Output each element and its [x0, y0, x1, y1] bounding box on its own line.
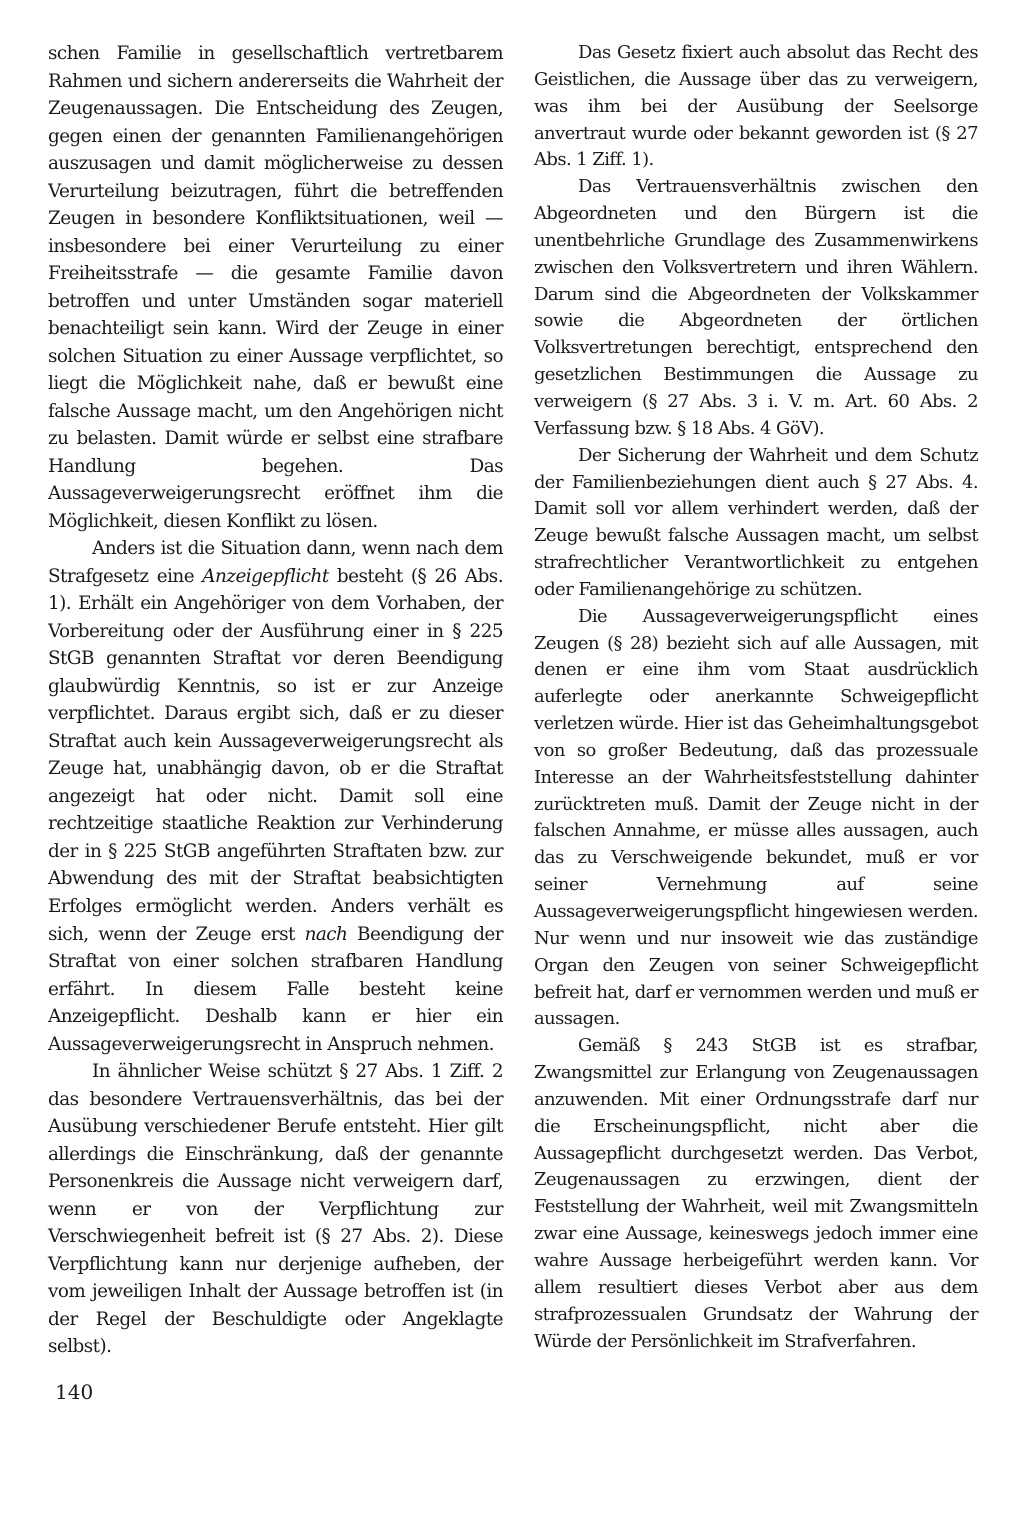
left-column — [48, 40, 503, 1361]
page-number: 140 — [55, 1380, 94, 1404]
left-paragraph-2 — [48, 535, 503, 1058]
emphasis-nach: nach — [304, 923, 348, 945]
right-paragraph-5: Gemäß § 243 StGB ist es strafbar, Zwangsmittel zur Erlangung von Zeugenaussagen anzuwenden. Mit einer Ordnungsstrafe darf nur die Erscheinungspflicht, nicht aber die Aussagepflicht durchgesetzt werden. Das Verbot, Zeugenaussagen zu erzwingen, dient der Feststellung der Wahrheit, weil mit Zwangsmitteln zwar eine Aussage, keineswegs jedoch immer eine wahre Aussage herbeigeführt werden kann. Vor allem resultiert dieses Verbot aber aus dem strafprozessualen Grundsatz der Wahrung der Würde der Persönlichkeit im Strafverfahren. — [534, 1035, 978, 1352]
left-paragraph-2-text-c: Beendigung der Straftat von einer solchen strafbaren Handlung erfährt. In diesem Falle besteht keine Anzeigepflicht. Deshalb kann er hier ein Aussageverweigerungsrecht in Anspruch nehmen. — [48, 923, 504, 1055]
left-paragraph-2-text-a: Anders ist die Situation dann, wenn nach dem Strafgesetz eine — [48, 538, 503, 587]
emphasis-anzeigepflicht: Anzeigepflicht — [202, 565, 329, 587]
right-paragraph-1: Das Gesetz fixiert auch absolut das Recht des Geistlichen, die Aussage über das zu verweigern, was ihm bei der Ausübung der Seelsorge anvertraut wurde oder bekannt geworden ist (§ 27 Abs. 1 Ziff. 1). — [534, 42, 978, 171]
right-column — [534, 40, 978, 1355]
left-paragraph-3: In ähnlicher Weise schützt § 27 Abs. 1 Ziff. 2 das besondere Vertrauensverhältnis, das bei der Ausübung verschiedener Berufe entsteht. Hier gilt allerdings die Einschränkung, daß der genannte Personenkreis die Aussage nicht verweigern darf, wenn er von der Verpflichtung zur Verschwiegenheit befreit ist (§ 27 Abs. 2). Diese Verpflichtung kann nur derjenige aufheben, der vom jeweiligen Inhalt der Aussage betroffen ist (in der Regel der Beschuldigte oder Angeklagte selbst). — [48, 1061, 503, 1358]
right-paragraph-4: Die Aussageverweigerungspflicht eines Zeugen (§ 28) bezieht sich auf alle Aussagen, mit denen er eine ihm vom Staat ausdrücklich auferlegte oder anerkannte Schweigepflicht verletzen würde. Hier ist das Geheimhaltungsgebot von so großer Bedeutung, daß das prozessuale Interesse an der Wahrheitsfeststellung dahinter zurücktreten muß. Damit der Zeuge nicht in der falschen Annahme, er müsse alles aussagen, auch das zu Verschweigende bekundet, muß er vor seiner Vernehmung auf seine Aussageverweigerungspflicht hingewiesen werden. Nur wenn und nur insoweit wie das zuständige Organ den Zeugen von seiner Schweigepflicht befreit hat, darf er vernommen werden und muß er aussagen. — [534, 605, 978, 1030]
left-paragraph-2-text-b: besteht (§ 26 Abs. 1). Erhält ein Angehöriger von dem Vorhaben, der Vorbereitung oder der Ausführung einer in § 225 StGB genannten Straftat vor deren Beendigung glaubwürdig Kenntnis, so ist er zur Anzeige verpflichtet. Daraus ergibt sich, daß er zu dieser Straftat auch kein Aussageverweigerungsrecht als Zeuge hat, unabhängig davon, ob er die Straftat angezeigt hat oder nicht. Damit soll eine rechtzeitige staatliche Reaktion zur Verhinderung der in § 225 StGB angeführten Straftaten bzw. zur Abwendung des mit der Straftat beabsichtigten Erfolges ermöglicht werden. Anders verhält es sich, wenn der Zeuge erst — [48, 565, 503, 945]
left-paragraph-1: schen Familie in gesellschaftlich vertretbarem Rahmen und sichern andererseits die Wahrheit der Zeugenaussagen. Die Entscheidung des Zeugen, gegen einen der genannten Familienangehörigen auszusagen und damit möglicherweise zu dessen Verurteilung beizutragen, führt die betreffenden Zeugen in besondere Konfliktsituationen, weil — insbesondere bei einer Verurteilung zu einer Freiheitsstrafe — die gesamte Familie davon betroffen und unter Umständen sogar materiell benachteiligt sein kann. Wird der Zeuge in einer solchen Situation zu einer Aussage verpflichtet, so liegt die Möglichkeit nahe, daß er bewußt eine falsche Aussage macht, um den Angehörigen nicht zu belasten. Damit würde er selbst eine strafbare Handlung begehen. Das Aussageverweigerungsrecht eröffnet ihm die Möglichkeit, diesen Konflikt zu lösen. — [48, 43, 503, 532]
right-paragraph-2: Das Vertrauensverhältnis zwischen den Abgeordneten und den Bürgern ist die unentbehrliche Grundlage des Zusammenwirkens zwischen den Volksvertretern und ihren Wählern. Darum sind die Abgeordneten der Volkskammer sowie die Abgeordneten der örtlichen Volksvertretungen berechtigt, entsprechend den gesetzlichen Bestimmungen die Aussage zu verweigern (§ 27 Abs. 3 i. V. m. Art. 60 Abs. 2 Verfassung bzw. § 18 Abs. 4 GöV). — [534, 176, 978, 439]
right-paragraph-3: Der Sicherung der Wahrheit und dem Schutz der Familienbeziehungen dient auch § 27 Abs. 4. Damit soll vor allem verhindert werden, daß der Zeuge bewußt falsche Aussagen macht, um selbst strafrechtlicher Verantwortlichkeit zu entgehen oder Familienangehörige zu schützen. — [534, 444, 978, 600]
